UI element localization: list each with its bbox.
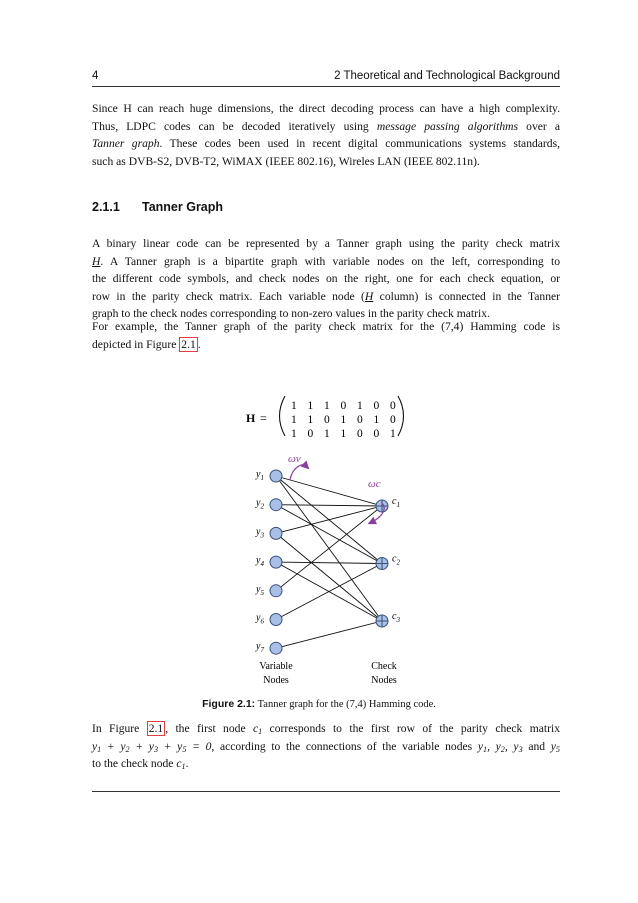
matrix-label: H — [246, 411, 256, 425]
figure-ref-link[interactable]: 2.1 — [181, 337, 196, 351]
check-node-label: $c_1$ — [392, 496, 400, 509]
matrix-symbol-inline-2: H — [364, 289, 374, 303]
variable-node-label: $y_1$ — [256, 469, 264, 482]
matrix-cell: 0 — [373, 428, 380, 440]
matrix-cell: 1 — [324, 428, 330, 440]
final-line-2b: and — [522, 739, 551, 753]
matrix-cell: 1 — [307, 414, 314, 426]
example-line-2-text: depicted in Figure — [92, 337, 180, 351]
final-line-3 — [92, 755, 560, 773]
intro-line-3 — [92, 135, 560, 153]
header-rule — [92, 86, 560, 87]
section-number: 2.1.1 — [92, 200, 120, 214]
example-paragraph — [92, 318, 560, 353]
figure-caption — [0, 698, 638, 710]
intro-line-1: Since H can reach huge dimensions, the direct decoding process can have a high complexity. — [92, 102, 560, 115]
matrix-cell: 1 — [324, 400, 330, 412]
tanner-graph — [240, 448, 440, 690]
section-heading — [92, 200, 223, 214]
page-number: 4 — [92, 70, 99, 82]
graph-edge — [276, 505, 382, 506]
matrix-equals: = — [260, 411, 267, 425]
example-line-2-end: . — [197, 337, 201, 351]
figure-caption-text: Tanner graph for the (7,4) Hamming code. — [255, 699, 436, 710]
matrix-cell: 0 — [357, 428, 363, 440]
check-node — [376, 558, 388, 570]
variable-node — [270, 470, 282, 482]
matrix-cell: 0 — [324, 414, 330, 426]
parity-check-matrix — [0, 392, 638, 442]
variable-node — [270, 614, 282, 626]
graph-edge — [276, 506, 382, 533]
variable-node-label: $y_3$ — [256, 526, 264, 540]
variable-node-labels — [255, 469, 264, 654]
omega-v-label: ωv — [288, 453, 301, 465]
intro-paragraph — [92, 100, 560, 170]
figure-caption-label: Figure 2.1: — [202, 698, 256, 710]
parity-equation: $y_1 + y_2 + y_3 + y_5 = 0$ — [92, 739, 212, 754]
variable-node — [270, 527, 282, 539]
matrix-cell: 0 — [373, 400, 380, 412]
matrix-left-bracket — [280, 396, 286, 436]
matrix-right-bracket — [398, 396, 404, 436]
final-paragraph — [92, 720, 560, 773]
chapter-title: 2 Theoretical and Technological Background — [334, 70, 560, 82]
variable-node — [270, 585, 282, 597]
matrix-cell: 1 — [340, 414, 347, 426]
intro-emphasis-tanner: Tanner graph — [92, 137, 160, 151]
check-node-inline-2: $c_1$ — [176, 757, 186, 772]
check-nodes-label-1: Check — [371, 661, 397, 672]
final-line-2 — [92, 738, 560, 756]
matrix-cell: 1 — [357, 400, 363, 412]
intro-emphasis-mpa: message passing algorithms — [376, 119, 519, 133]
intro-line-2 — [92, 118, 560, 136]
graph-edge — [276, 562, 382, 563]
check-node — [376, 500, 388, 512]
variable-node — [270, 642, 282, 654]
matrix-cell: 1 — [307, 400, 314, 412]
graph-edge — [276, 564, 382, 620]
final-line-1a: In Figure — [92, 722, 147, 735]
tanner-line-4 — [92, 288, 560, 306]
section-title: Tanner Graph — [142, 200, 224, 214]
variable-nodes-label-2: Nodes — [263, 675, 289, 686]
variable-node-label: $y_5$ — [256, 583, 264, 597]
check-node — [376, 615, 388, 627]
variable-nodes — [270, 470, 282, 654]
matrix-cell: 0 — [307, 428, 314, 440]
matrix-cell: 0 — [340, 400, 347, 412]
page-header — [92, 70, 560, 86]
tanner-line-2-text: . A Tanner graph is a bipartite graph with variable nodes on the left, corresponding to — [100, 254, 560, 268]
example-line-1: For example, the Tanner graph of the parity check matrix for the (7,4) Hamming code is — [92, 320, 560, 333]
matrix-cell: 0 — [390, 400, 396, 412]
tanner-line-3: the different code symbols, and check nodes on the right, one for each check equation, or — [92, 272, 560, 286]
check-node-inline: $c_1$ — [252, 722, 263, 736]
tanner-line-4a: row in the parity check matrix. Each variable node ( — [92, 289, 365, 303]
example-line-2 — [92, 336, 560, 354]
graph-edge — [276, 476, 382, 506]
figure-ref-link-2[interactable]: 2.1 — [148, 722, 164, 735]
tanner-line-1: A binary linear code can be represented by a Tanner graph using the parity check matrix — [92, 237, 560, 250]
final-period: . — [185, 757, 189, 771]
graph-edge — [276, 505, 382, 564]
matrix-cells — [291, 400, 396, 440]
final-line-1c: corresponds to the first row of the parity check matrix — [262, 722, 560, 735]
matrix-cell: 1 — [340, 428, 347, 440]
variable-node-list: $y_1$, $y_2$, $y_3$ — [477, 739, 523, 754]
variable-node-label: $y_4$ — [256, 555, 264, 569]
matrix-cell: 1 — [291, 428, 297, 440]
final-line-1 — [92, 720, 560, 738]
check-node-label: $c_2$ — [392, 553, 400, 567]
graph-edge — [276, 621, 382, 648]
variable-node-label: $y_2$ — [256, 497, 264, 511]
graph-edge — [276, 533, 382, 621]
matrix-cell: 1 — [291, 400, 297, 412]
check-node-label: $c_3$ — [392, 611, 400, 624]
variable-node — [270, 556, 282, 568]
variable-node-label: $y_7$ — [256, 641, 264, 655]
final-line-2a: , according to the connections of the variable nodes — [211, 739, 478, 753]
intro-line-4: such as DVB-S2, DVB-T2, WiMAX (IEEE 802.16), Wireles LAN (IEEE 802.11n). — [92, 154, 480, 168]
final-line-1b: , the first node — [165, 722, 253, 735]
graph-edge — [276, 506, 382, 591]
graph-edges — [276, 476, 382, 648]
variable-node-label: $y_6$ — [256, 612, 264, 626]
tanner-line-5: graph to the check nodes corresponding to non-zero values in the parity check matrix. — [92, 307, 490, 321]
final-line-3a: to the check node — [92, 757, 177, 771]
matrix-cell: 1 — [390, 428, 396, 440]
tanner-line-4b: column) is connected in the Tanner — [373, 289, 560, 303]
variable-nodes-label-1: Variable — [259, 661, 293, 672]
intro-line-2a: Thus, LDPC codes can be decoded iteratively using — [92, 119, 377, 133]
intro-line-3b: . These codes been used in recent digital communications systems standards, — [159, 137, 561, 151]
matrix-cell: 0 — [357, 414, 363, 426]
variable-node — [270, 499, 282, 511]
tanner-paragraph — [92, 235, 560, 323]
check-node-labels — [392, 496, 400, 624]
footer-rule — [92, 791, 560, 792]
tanner-line-2 — [92, 253, 560, 271]
matrix-cell: 1 — [373, 414, 380, 426]
variable-node-last: $y_5$ — [550, 739, 560, 754]
check-nodes-label-2: Nodes — [371, 675, 397, 686]
omega-variable-arrow — [290, 465, 306, 480]
intro-line-2c: over a — [518, 119, 561, 133]
matrix-cell: 1 — [291, 414, 297, 426]
matrix-cell: 0 — [390, 414, 396, 426]
matrix-symbol-inline: H — [92, 254, 101, 268]
omega-c-label: ωc — [368, 478, 381, 490]
